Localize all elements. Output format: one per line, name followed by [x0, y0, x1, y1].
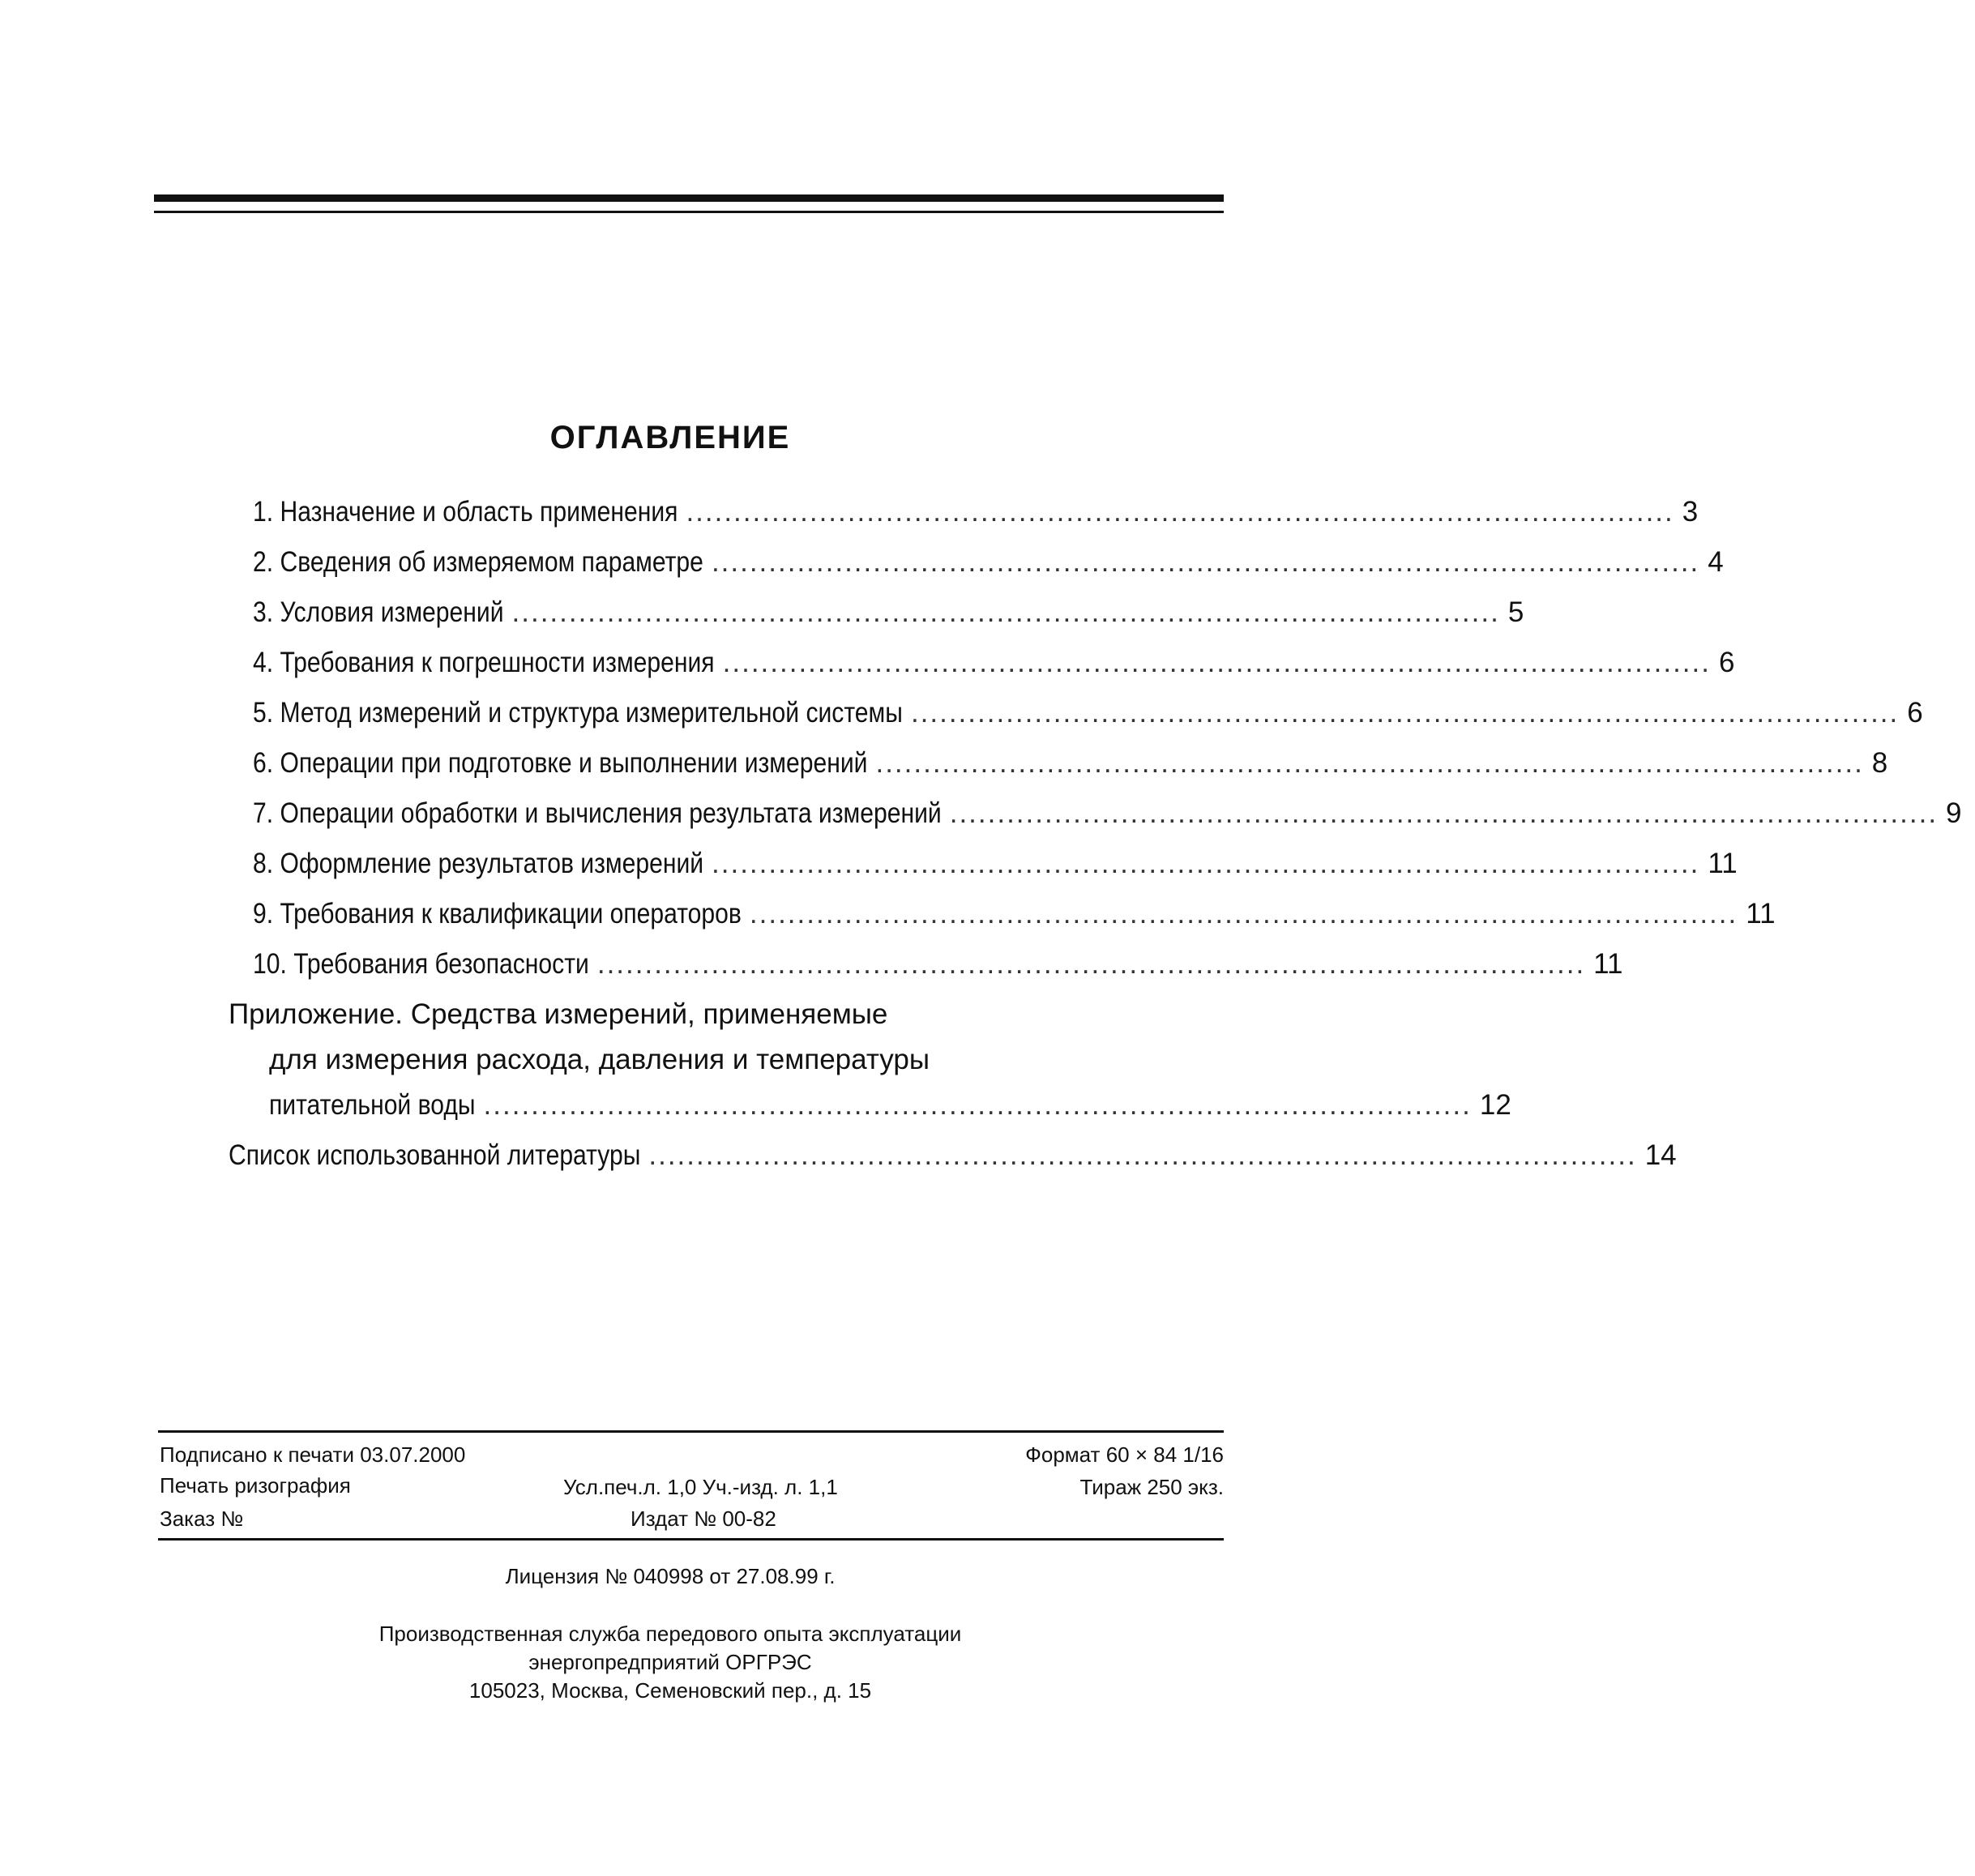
toc-leader: ........................................................................................................ [596, 948, 1586, 980]
page-title: ОГЛАВЛЕНИЕ [549, 420, 791, 455]
toc-item-10 [253, 948, 1623, 998]
toc-leader: ........................................................................................................ [910, 697, 1900, 729]
imprint-grid [158, 1433, 1224, 1538]
imprint-order: Заказ № [160, 1506, 244, 1531]
toc-item-7 [253, 797, 1962, 848]
toc-page: 6 [1907, 697, 1923, 729]
toc-page: 11 [1746, 898, 1776, 929]
toc-label: 10. Требования безопасности [253, 948, 589, 980]
toc-label: питательной воды [269, 1089, 476, 1121]
toc-leader: ........................................................................................................ [711, 546, 1700, 578]
toc-leader: ........................................................................................................ [875, 747, 1864, 779]
imprint-format: Формат 60 × 84 1/16 [1025, 1442, 1224, 1467]
toc-leader: ........................................................................................................ [949, 797, 1939, 829]
imprint-signed: Подписано к печати 03.07.2000 [160, 1442, 466, 1467]
toc-leader: ........................................................................................................ [483, 1089, 1472, 1121]
toc-leader: ........................................................................................................ [712, 848, 1700, 879]
toc-leader: ........................................................................................................ [686, 496, 1674, 528]
toc-page: 3 [1682, 496, 1699, 528]
toc-references [229, 1139, 1677, 1190]
toc-page: 12 [1479, 1089, 1511, 1121]
toc-leader: ........................................................................................................ [648, 1139, 1637, 1171]
toc-page: 14 [1644, 1139, 1677, 1171]
toc-appendix-line-1: Приложение. Средства измерений, применяемые [229, 998, 888, 1030]
imprint-run: Тираж 250 экз. [1079, 1475, 1224, 1499]
publisher-line-3: 105023, Москва, Семеновский пер., д. 15 [468, 1678, 872, 1703]
toc-page: 6 [1718, 647, 1735, 678]
toc-item-3 [253, 596, 1524, 647]
toc-label: 7. Операции обработки и вычисления результата измерений [253, 797, 942, 829]
header-rule-thin [154, 211, 1224, 213]
toc-label: 3. Условия измерений [253, 596, 504, 628]
toc-item-8 [253, 848, 1738, 898]
toc-label: 2. Сведения об измеряемом параметре [253, 546, 703, 578]
header-rule-thick [154, 194, 1224, 202]
publisher-line-1: Производственная служба передового опыта эксплуатации [378, 1622, 962, 1646]
license-line: Лицензия № 040998 от 27.08.99 г. [505, 1564, 836, 1588]
imprint-sheets: Усл.печ.л. 1,0 Уч.-изд. л. 1,1 [563, 1475, 838, 1499]
toc-item-2 [253, 546, 1724, 596]
imprint-edition: Издат № 00-82 [631, 1506, 776, 1531]
toc-item-4 [253, 647, 1735, 697]
imprint-rule-bottom [158, 1538, 1224, 1541]
imprint-block [158, 1430, 1224, 1541]
toc-page: 11 [1708, 848, 1738, 879]
toc-leader: ........................................................................................................ [511, 596, 1500, 628]
toc-label: 5. Метод измерений и структура измерительной системы [253, 697, 903, 729]
toc-label: 4. Требования к погрешности измерения [253, 647, 715, 678]
toc-label: 6. Операции при подготовке и выполнении измерений [253, 747, 868, 779]
toc-item-6 [253, 747, 1888, 797]
toc-appendix-line-3 [229, 1089, 1511, 1139]
toc-appendix-line-2: для измерения расхода, давления и температуры [269, 1044, 930, 1075]
toc-page: 5 [1507, 596, 1524, 628]
toc-label: 8. Оформление результатов измерений [253, 848, 704, 879]
imprint-printing: Печать ризография [160, 1473, 351, 1498]
toc-item-5 [253, 697, 1923, 747]
toc-label: 1. Назначение и область применения [253, 496, 678, 528]
toc-page: 4 [1708, 546, 1724, 578]
table-of-contents [229, 496, 1962, 1190]
toc-leader: ........................................................................................................ [749, 898, 1738, 929]
toc-item-9 [253, 898, 1776, 948]
publisher-line-2: энергопредприятий ОРГРЭС [528, 1650, 812, 1674]
toc-item-1 [253, 496, 1699, 546]
toc-page: 11 [1593, 948, 1623, 980]
toc-leader: ........................................................................................................ [722, 647, 1711, 678]
toc-label: 9. Требования к квалификации операторов [253, 898, 742, 929]
toc-page: 8 [1871, 747, 1888, 779]
toc-label: Список использованной литературы [229, 1139, 641, 1171]
toc-page: 9 [1946, 797, 1962, 829]
